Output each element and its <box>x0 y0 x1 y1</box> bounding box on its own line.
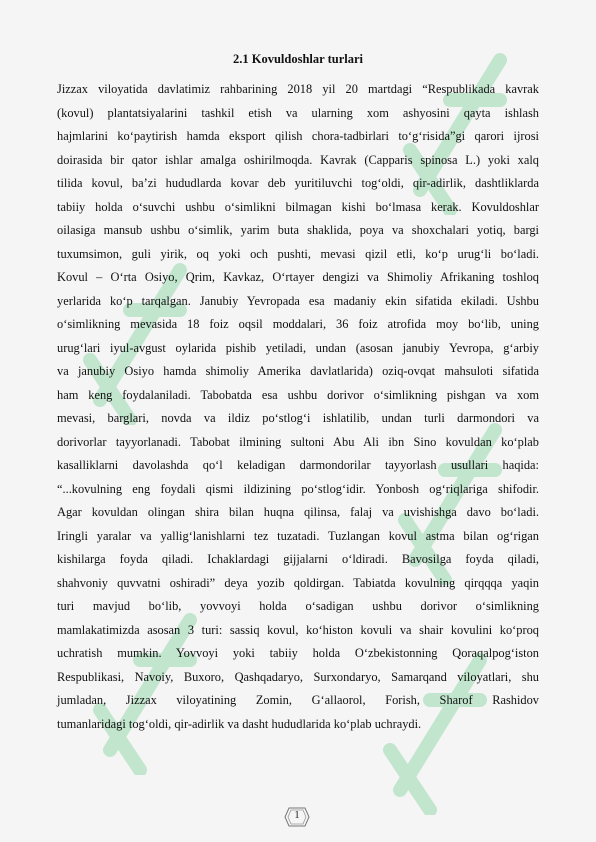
text-line: Kovul – Oʻrta Osiyo, Qrim, Kavkaz, Oʻrtayer dengizi va Shimoliy Afrikaning toshloq <box>57 270 539 284</box>
text-line: yerlarida koʻp tarqalgan. Janubiy Yevropada esa madaniy ekin sifatida ekiladi. Ushbu <box>57 293 539 308</box>
text-line: doirasida bir qator ishlar amalga oshirilmoqda. Kavrak (Capparis spinosa L.) yoki xalq <box>57 152 539 167</box>
text-line: oilasiga mansub ushbu oʻsimlik, yarim buta shaklida, poya va shoxchalari yotiq, bargi <box>57 223 539 237</box>
text-line: kasalliklarni davolashda qoʻl keladigan darmondorilar tayyorlash usullari haqida: <box>57 458 539 472</box>
text-line: Iringli yaralar va yalligʻlanishlarni tez tuzatadi. Tuzlangan kovul astma bilan ogʻrigan <box>57 528 539 543</box>
text-line: mevasi, barglari, novda va ildiz poʻstlogʻi ishlatilib, undan turli darmondori va <box>57 411 539 425</box>
text-line: oʻsimlikning mevasida 18 foiz oqsil moddalari, 36 foiz atrofida moy boʻlib, uning <box>57 317 539 331</box>
text-line: tuxumsimon, guli yirik, oq yoki och pushti, mevasi qizil etli, koʻp urugʻli boʻladi. <box>57 246 539 261</box>
page-number-badge <box>284 806 310 828</box>
text-line: tabiiy holda oʻsuvchi ushbu oʻsimlikni bilmagan kishi boʻlmasa kerak. Kovuldoshlar <box>57 199 539 214</box>
text-line: tilida kovul, baʼzi hududlarda kovar deb yuritiluvchi togʻoldi, qir-adirlik, dashtliklarda <box>57 176 539 190</box>
text-line: mamlakatimizda asosan 3 turi: sassiq kovul, koʻhiston kovuli va shair kovulini koʻproq <box>57 622 539 637</box>
section-title: 2.1 Kovuldoshlar turlari <box>233 52 363 66</box>
text-line: Respublikasi, Navoiy, Buxoro, Qashqadaryo, Surxondaryo, Samarqand viloyatlari, shu <box>57 669 539 684</box>
text-line: va janubiy Osiyo hamda shimoliy Amerika davlatlarida) oziq-ovqat mahsuloti sifatida <box>57 364 539 378</box>
text-line: uchratish mumkin. Yovvoyi yoki tabiiy holda Oʻzbekistonning Qoraqalpogʻiston <box>57 646 539 660</box>
text-line: dorivorlar tayyorlanadi. Tabobat ilmining sultoni Abu Ali ibn Sino kovuldan koʻplab <box>57 434 539 449</box>
text-line: tumanlaridagi togʻoldi, qir-adirlik va dasht hududlarida koʻplab uchraydi. <box>57 716 422 731</box>
text-line: turi mavjud boʻlib, yovvoyi holda oʻsadigan ushbu dorivor oʻsimlikning <box>57 599 539 613</box>
text-line: ham keng foydalaniladi. Tabobatda esa ushbu dorivor oʻsimlikning pishgan va xom <box>57 387 539 402</box>
text-line: shahvoniy quvvatni oshiradi” deya yozib qoldirgan. Tabiatda kovulning qirqqqa yaqin <box>57 575 539 590</box>
text-line: kishilarga foyda qiladi. Ichaklardagi gijjalarni oʻldiradi. Bavosilga foyda qiladi, <box>57 552 539 566</box>
text-line: “...kovulning eng foydali qismi ildizining poʻstlogʻidir. Yonbosh ogʻriqlariga shifodir. <box>57 481 539 496</box>
page-number: 1 <box>294 810 300 821</box>
text-line: (kovul) plantatsiyalarini tashkil etish va ularning xom ashyosini qayta ishlash <box>57 105 539 120</box>
text-line: jumladan, Jizzax viloyatining Zomin, Gʻallaorol, Forish, Sharof Rashidov <box>57 693 539 707</box>
text-line: Agar kovuldan olingan shira bilan huqna qilinsa, falaj va uvishishga davo boʻladi. <box>57 505 539 519</box>
text-line: hajmlarini koʻpaytirish hamda eksport qilish chora-tadbirlari toʻgʻrisida”gi qarori ijrosi <box>57 129 539 143</box>
body-paragraph <box>57 78 539 736</box>
text-line: urugʻlari iyul-avgust oylarida pishib yetiladi, undan (asosan janubiy Yevropa, gʻarbiy <box>57 340 539 355</box>
text-line: Jizzax viloyatida davlatimiz rahbarining 2018 yil 20 martdagi “Respublikada kavrak <box>57 82 539 96</box>
